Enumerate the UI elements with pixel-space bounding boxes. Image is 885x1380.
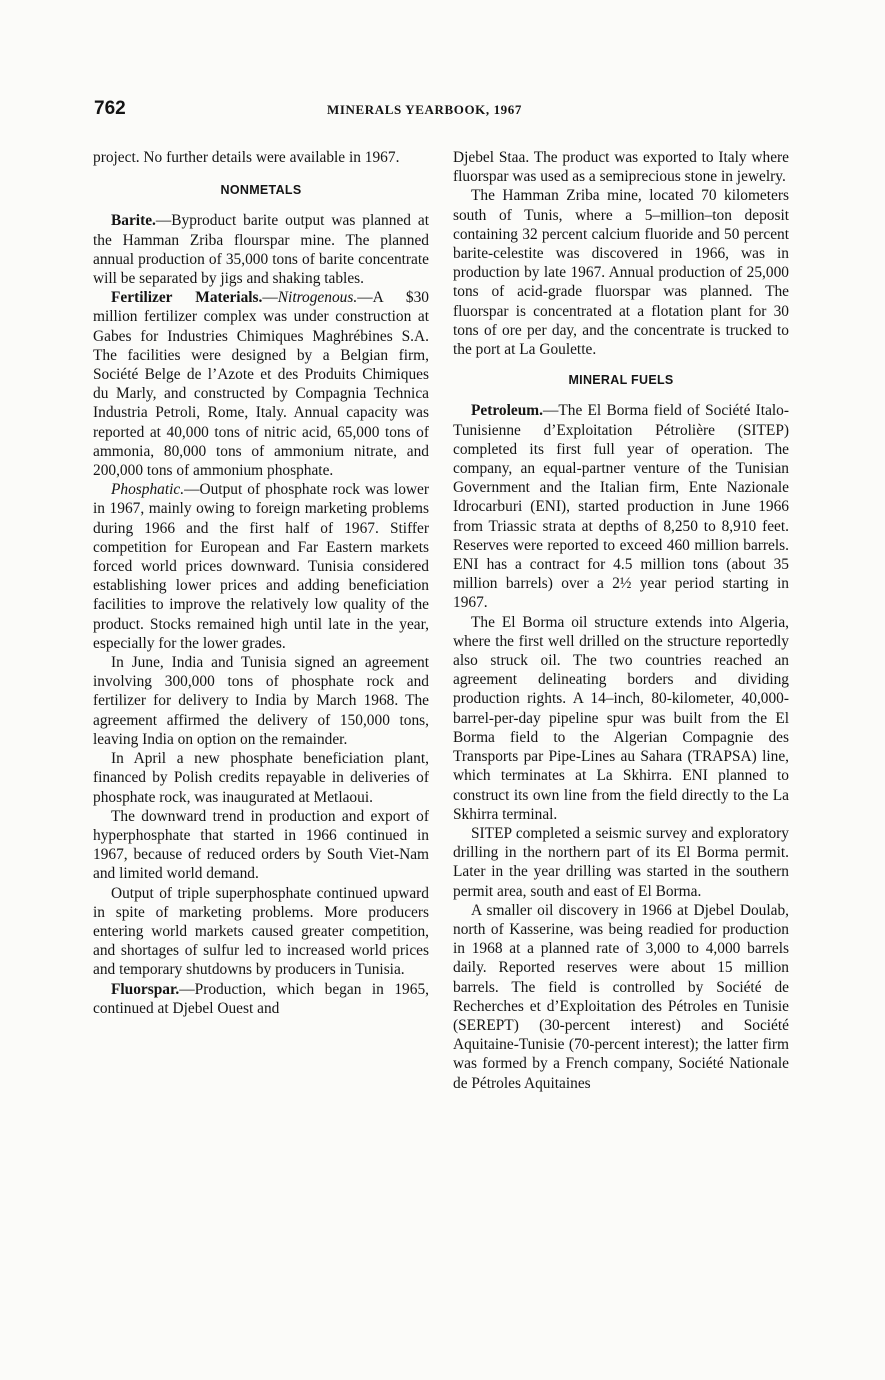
- running-title: MINERALS YEARBOOK, 1967: [327, 102, 522, 117]
- barite-dash: —: [155, 212, 172, 230]
- fluorspar-title: Fluorspar.: [111, 980, 180, 998]
- fluorspar-paragraph: [93, 980, 429, 1018]
- fertilizer-paragraph: [93, 288, 429, 480]
- section-heading-nonmetals: NONMETALS: [220, 183, 302, 198]
- djebel-doulab-paragraph: A smaller oil discovery in 1966 at Djebel Doulab, north of Kasserine, was being readied for production in 1968 at a planned rate of 3,000 to 4,000 barrels daily. Reported reserves were about 15 million barrels. The field is controlled by Société de Recherches et d’Exploitation des Pétroles en Tunisie (SEREPT) (30-percent interest) and Société Aquitaine-Tunisie (70-percent interest); the latter firm was formed by a French company, Société Nationale de Pétroles Aquitaines: [453, 901, 789, 1092]
- barite-paragraph: [93, 211, 429, 288]
- page-number: 762: [94, 98, 126, 119]
- hamman-zriba-paragraph: The Hamman Zriba mine, located 70 kilometers south of Tunis, where a 5–million–ton deposit containing 32 percent calcium fluoride and 50 percent barite-celestite was discovered in 1966, was in production by late 1967. Annual production of 25,000 tons of acid-grade fluorspar was planned. The fluorspar is concentrated at a flotation plant for 30 tons of ore per day, and the concentrate is trucked to the port at La Goulette.: [453, 187, 789, 359]
- phosphatic-subtitle: Phosphatic.: [111, 481, 185, 499]
- april-plant-paragraph: In April a new phosphate beneficiation plant, financed by Polish credits repayable in deliveries of phosphate rock, was inaugurated at Metlaoui.: [93, 750, 429, 806]
- nitrogenous-dash: —: [357, 289, 373, 307]
- page-header: [0, 98, 885, 126]
- fertilizer-title: Fertilizer Materials.: [111, 289, 263, 307]
- sitep-survey-paragraph: SITEP completed a seismic survey and exploratory drilling in the northern part of its El Borma permit. Later in the year drilling was started in the southern permit area, south and east of El Borma.: [453, 824, 789, 900]
- left-column: [93, 148, 429, 1018]
- petroleum-paragraph: [453, 401, 789, 612]
- fluorspar-text: Production, which began in 1965, continued at Djebel Ouest and: [93, 980, 429, 1017]
- barite-title: Barite.: [111, 212, 156, 230]
- intro-paragraph: project. No further details were available in 1967.: [93, 149, 400, 166]
- nitrogenous-subtitle: Nitrogenous.: [277, 289, 358, 307]
- fluorspar-continued-paragraph: Djebel Staa. The product was exported to Italy where fluorspar was used as a semiprecious stone in jewelry.: [453, 149, 789, 186]
- fertilizer-text: A $30 million fertilizer complex was under construction at Gabes for Industries Chimiques Maghrébines S.A. The facilities were designed by a Belgian firm, Société Belge de l’Azote et des Produits Chimiques du Marly, and constructed by Compagnia Technica Industria Petroli, Rome, Italy. Annual capacity was reported at 40,000 tons of nitric acid, 65,000 tons of ammonia, 80,000 tons of ammonium nitrate, and 200,000 tons of ammonium phosphate.: [93, 289, 429, 480]
- phosphatic-dash: —: [184, 481, 200, 499]
- phosphatic-paragraph: [93, 480, 429, 653]
- section-heading-mineral-fuels: MINERAL FUELS: [568, 373, 674, 388]
- fertilizer-dash: —: [262, 289, 278, 307]
- petroleum-dash: —: [542, 402, 559, 420]
- barite-text: Byproduct barite output was planned at the Hamman Zriba flourspar mine. The planned annual production of 35,000 tons of barite concentrate will be separated by jigs and shaking tables.: [93, 212, 429, 288]
- hyperphosphate-paragraph: The downward trend in production and export of hyperphosphate that started in 1966 continued in 1967, because of reduced orders by South Viet-Nam and limited world demand.: [93, 807, 429, 883]
- petroleum-text: The El Borma field of Société Italo-Tunisienne d’Exploitation Pétrolière (SITEP) completed its first full year of operation. The company, an equal-partner venture of the Tunisian Government and the Italian firm, Ente Nazionale Idrocarburi (ENI), started production in June 1966 from Triassic strata at depths of 8,250 to 8,910 feet. Reserves were reported to exceed 460 million barrels. ENI has a contract for 4.5 million tons (about 35 million barrels) over a 2½ year period starting in 1967.: [453, 402, 789, 612]
- fluorspar-dash: —: [179, 980, 195, 998]
- phosphatic-text: Output of phosphate rock was lower in 1967, mainly owing to foreign marketing problems during 1966 and the first half of 1967. Stiffer competition for European and Far Eastern markets forced world prices downward. Tunisia considered establishing lower prices and adding beneficiation facilities to improve the relatively low quality of the product. Stocks remained high until late in the year, especially for the lower grades.: [93, 481, 429, 652]
- el-borma-paragraph: The El Borma oil structure extends into Algeria, where the first well drilled on the structure reportedly also struck oil. The two countries reached an agreement delineating borders and dividing production rights. A 14–inch, 80-kilometer, 40,000-barrel-per-day pipeline spur was built from the El Borma field to the Algerian Compagnie des Transports par Pipe-Lines au Sahara (TRAPSA) line, which terminates at La Skhirra. ENI planned to construct its own line from the field directly to the La Skhirra terminal.: [453, 613, 789, 823]
- petroleum-title: Petroleum.: [471, 402, 543, 420]
- right-column: [453, 148, 789, 1093]
- june-agreement-paragraph: In June, India and Tunisia signed an agreement involving 300,000 tons of phosphate rock and fertilizer for delivery to India by March 1968. The agreement affirmed the delivery of 150,000 tons, leaving India on option on the remainder.: [93, 654, 429, 748]
- superphosphate-paragraph: Output of triple superphosphate continued upward in spite of marketing problems. More producers entering world markets caused greater competition, and shortages of sulfur led to increased world prices and temporary shutdowns by producers in Tunisia.: [93, 884, 429, 979]
